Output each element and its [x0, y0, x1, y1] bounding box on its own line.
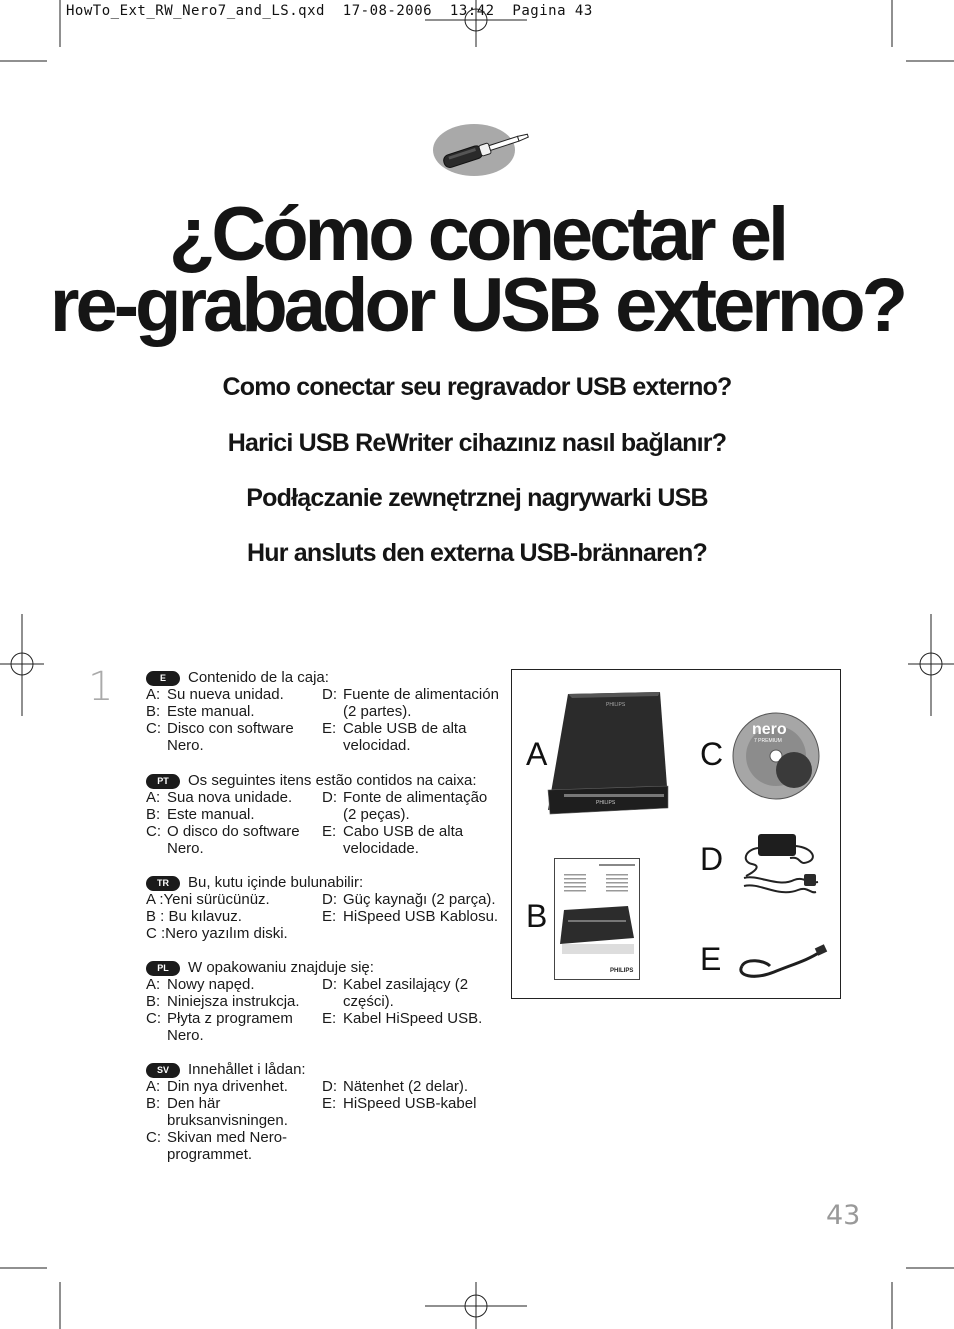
- list-item: C: Skivan med Nero-programmet.: [146, 1129, 288, 1163]
- figure-label-a: A: [526, 736, 548, 772]
- list-item: E: Kabel HiSpeed USB.: [322, 1010, 483, 1027]
- main-title-line-2: re-grabador USB externo?: [49, 263, 905, 348]
- list-item: B : Bu kılavuz.: [146, 908, 242, 925]
- list-item: B: Este manual.: [146, 703, 255, 720]
- section-spanish: [146, 669, 506, 754]
- list-item: D: Fuente de alimentación (2 partes).: [322, 686, 499, 720]
- power-supply-image: [738, 828, 824, 906]
- language-badge: E: [146, 671, 180, 686]
- language-badge: SV: [146, 1063, 180, 1078]
- language-badge: PT: [146, 774, 180, 789]
- nero-disc-image: [730, 710, 822, 802]
- list-item: A :Yeni sürücünüz.: [146, 891, 270, 908]
- list-item: D: Fonte de alimentação (2 peças).: [322, 789, 488, 823]
- figure-label-e: E: [700, 941, 722, 977]
- page-number: 43: [826, 1200, 861, 1231]
- list-item: B: Den här bruksanvisningen.: [146, 1095, 288, 1129]
- section-heading: Innehållet i lådan:: [188, 1061, 306, 1078]
- step-number: 1: [88, 664, 114, 710]
- figure-label-c: C: [700, 736, 724, 772]
- section-polish: [146, 959, 506, 1044]
- subtitle-polish: Podłączanie zewnętrznej nagrywarki USB: [246, 484, 708, 512]
- disc-brand-text: nero: [752, 721, 787, 738]
- section-heading: Os seguintes itens estão contidos na caixa:: [188, 772, 477, 789]
- subtitle-swedish: Hur ansluts den externa USB-brännaren?: [247, 539, 707, 567]
- print-slug-line: HowTo_Ext_RW_Nero7_and_LS.qxd 17-08-2006 13:42 Pagina 43: [66, 3, 593, 19]
- list-item: A: Nowy napęd.: [146, 976, 255, 993]
- list-item: A: Su nueva unidad.: [146, 686, 284, 703]
- figure-label-d: D: [700, 841, 724, 877]
- list-item: C: Płyta z programem Nero.: [146, 1010, 293, 1044]
- list-item: A: Din nya drivenhet.: [146, 1078, 288, 1095]
- list-item: E: Cable USB de alta velocidad.: [322, 720, 467, 754]
- section-turkish: [146, 874, 506, 942]
- usb-cable-image: [734, 940, 830, 982]
- list-item: E: HiSpeed USB Kablosu.: [322, 908, 499, 925]
- list-item: C: O disco do software Nero.: [146, 823, 300, 857]
- manual-image: [554, 858, 642, 982]
- list-item: C :Nero yazılım diski.: [146, 925, 288, 942]
- drive-brand-text: PHILIPS: [606, 702, 626, 708]
- list-item: A: Sua nova unidade.: [146, 789, 293, 806]
- list-item: D: Nätenhet (2 delar).: [322, 1078, 469, 1095]
- section-heading: Bu, kutu içinde bulunabilir:: [188, 874, 364, 891]
- box-contents-figure: [511, 669, 841, 999]
- external-drive-image: [546, 690, 671, 820]
- screwdriver-icon: [430, 120, 535, 180]
- section-heading: Contenido de la caja:: [188, 669, 329, 686]
- section-portuguese: [146, 772, 506, 857]
- section-swedish: [146, 1061, 506, 1163]
- section-heading: W opakowaniu znajduje się:: [188, 959, 374, 976]
- subtitle-turkish: Harici USB ReWriter cihazınız nasıl bağlanır?: [227, 429, 727, 457]
- list-item: D: Güç kaynağı (2 parça).: [322, 891, 496, 908]
- language-badge: TR: [146, 876, 180, 891]
- list-item: E: Cabo USB de alta velocidade.: [322, 823, 464, 857]
- list-item: E: HiSpeed USB-kabel: [322, 1095, 477, 1112]
- subtitle-portuguese: Como conectar seu regravador USB externo?: [222, 373, 732, 401]
- drive-front-brand-text: PHILIPS: [596, 800, 616, 806]
- language-badge: PL: [146, 961, 180, 976]
- disc-edition-text: 7 PREMIUM: [754, 738, 782, 744]
- list-item: C: Disco con software Nero.: [146, 720, 294, 754]
- list-item: B: Niniejsza instrukcja.: [146, 993, 300, 1010]
- main-title-line-1: ¿Cómo conectar el: [168, 192, 786, 277]
- manual-brand-text: PHILIPS: [610, 968, 634, 974]
- list-item: B: Este manual.: [146, 806, 255, 823]
- list-item: D: Kabel zasilający (2 części).: [322, 976, 469, 1010]
- figure-label-b: B: [526, 898, 548, 934]
